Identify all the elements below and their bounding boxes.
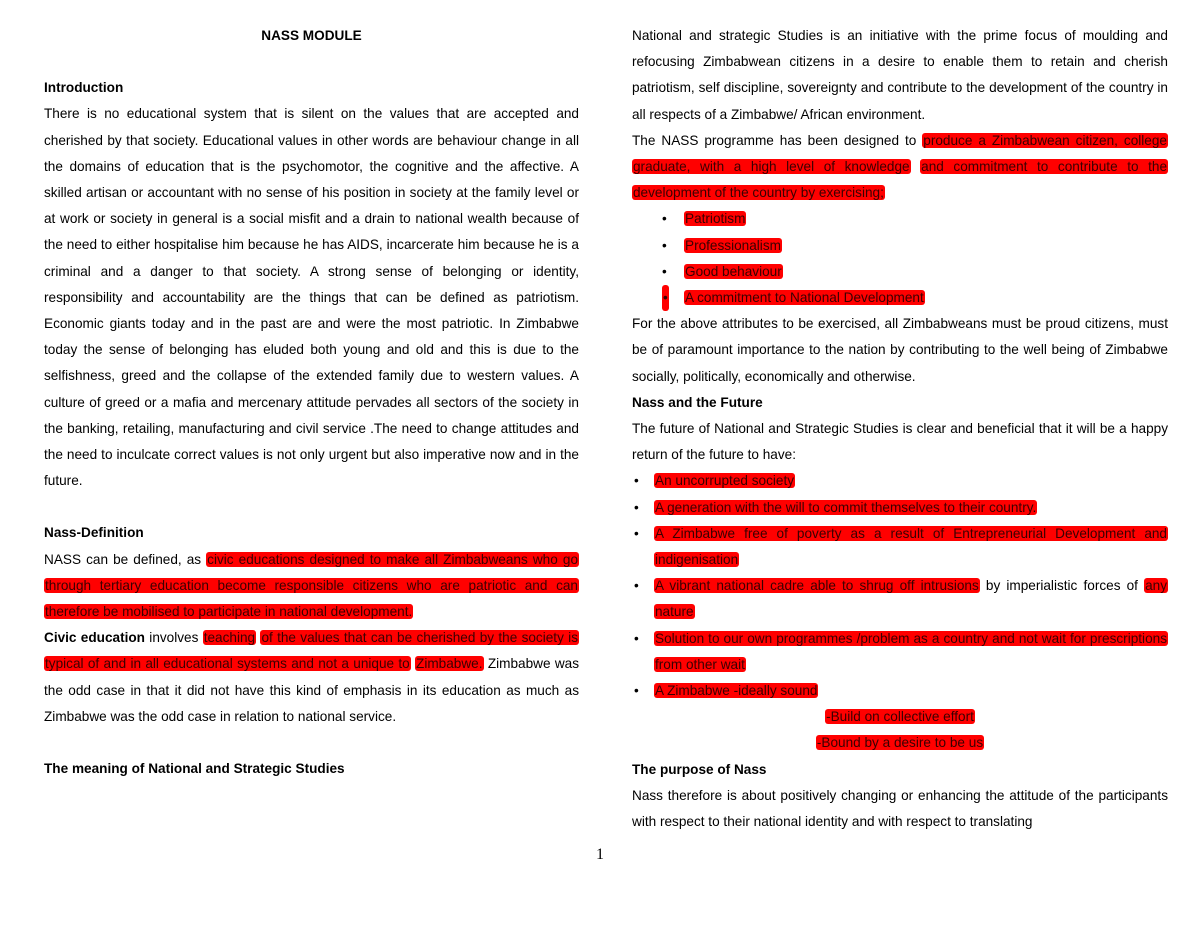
introduction-paragraph: There is no educational system that is silent on the values that are accepted and cherished by that society. Educational values in other words are behaviour change in all the domains of education that is the psychomotor, the cognitive and the affective. A skilled artisan or accountant with no sense of his position in society at the family level or at work or society in general is a social misfit and a drain to national wealth because of the need to either hospitalise him because he has AIDS, incarcerate him because he is a criminal and a danger to that society. A strong sense of belonging or identity, responsibility and accountability are the things that can be defined as patriotism. Economic giants today and in the past are and were the most patriotic. In Zimbabwe today the sense of belonging has eluded both young and old and this is due to the selfishness, greed and the collapse of the extended family due to western values. A culture of greed or a mafia and mercenary attitude pervades all sectors of the society in the banking, retailing, manufacturing and civil service .The need to change attitudes and the need to inculcate correct values is not only urgent but also imperative now and in the future. — [44, 106, 579, 489]
sub-item-text: -Bound by a desire to be us — [816, 735, 984, 751]
bullet-dot-icon: • — [634, 525, 639, 541]
bullet-dot-icon: • — [662, 263, 667, 279]
definition-highlight: civic educations designed to make all Zimbabweans who go through tertiary education become responsible citizens who are patriotic and can therefore be mobilised to participate in national development. — [45, 551, 578, 620]
future-item-text: A Zimbabwe free of poverty as a result of Entrepreneurial Development and indigenisation — [655, 525, 1167, 568]
future-item-text: Solution to our own programmes /problem as a country and not wait for prescriptions from other wait — [655, 630, 1167, 672]
list-item — [632, 573, 1168, 625]
bullet-dot-icon: • — [634, 473, 639, 489]
bullet-dot-icon: • — [634, 578, 639, 594]
programme-highlight-commitment: and commitment to contribute to the development of the country by exercising; — [633, 159, 1167, 201]
bullet-dot-icon: • — [634, 630, 639, 646]
bullet-dot-icon: • — [662, 237, 667, 253]
definition-heading: Nass-Definition — [44, 525, 144, 541]
document-title: NASS MODULE — [261, 28, 362, 43]
future-list — [632, 468, 1168, 704]
sub-item — [632, 730, 1168, 756]
attributes-exercise-paragraph: For the above attributes to be exercised, all Zimbabweans must be proud citizens, must be of paramount importance to the nation by contributing to the well being of Zimbabwe socially, politically, economically and otherwise. — [632, 316, 1168, 384]
list-item — [632, 521, 1168, 573]
civic-highlight-zimbabwe: Zimbabwe. — [416, 656, 483, 672]
sub-item — [632, 704, 1168, 730]
attributes-list — [632, 206, 1168, 311]
civic-highlight-teaching: teaching — [203, 630, 256, 646]
list-item — [632, 285, 1168, 311]
civic-education-label: Civic education — [44, 630, 145, 646]
future-paragraph: The future of National and Strategic Studies is clear and beneficial that it will be a happy return of the future to have: — [632, 421, 1168, 463]
attribute-text: Patriotism — [685, 211, 746, 227]
purpose-paragraph: Nass therefore is about positively changing or enhancing the attitude of the participants with respect to their national identity and with respect to translating — [632, 787, 1168, 830]
list-item — [632, 678, 1168, 704]
list-item — [632, 468, 1168, 494]
bullet-dot-icon: • — [662, 285, 669, 311]
definition-prefix: NASS can be defined, as — [44, 551, 207, 567]
programme-prefix: The NASS programme has been designed to — [632, 132, 923, 148]
introduction-heading: Introduction — [44, 80, 124, 96]
civic-highlight-values: of the values that can be cherished by the society is typical of and in all educational systems and not a unique to — [45, 630, 579, 672]
future-item-text-2: any nature — [655, 578, 1167, 620]
future-item-text: A Zimbabwe -ideally sound — [655, 683, 818, 699]
page-number: 1 — [596, 846, 604, 863]
purpose-heading: The purpose of Nass — [632, 761, 767, 777]
bullet-dot-icon: • — [634, 499, 639, 515]
list-item — [632, 233, 1168, 259]
attribute-text: Professionalism — [685, 237, 781, 253]
civic-education-paragraph — [44, 625, 579, 730]
meaning-heading: The meaning of National and Strategic Studies — [44, 761, 345, 777]
definition-paragraph — [44, 547, 579, 626]
sub-item-text: -Build on collective effort — [826, 709, 974, 725]
future-item-text: An uncorrupted society — [655, 473, 795, 489]
list-item — [632, 206, 1168, 232]
future-item-text: A generation with the will to commit themselves to their country. — [655, 499, 1037, 515]
civic-involves: involves — [145, 630, 203, 646]
list-item — [632, 626, 1168, 678]
future-item-text: A vibrant national cadre able to shrug off intrusions — [655, 578, 979, 594]
list-item — [632, 495, 1168, 521]
future-heading: Nass and the Future — [632, 394, 763, 410]
bullet-dot-icon: • — [634, 683, 639, 699]
programme-highlight-citizen: produce a Zimbabwean citizen, college graduate, with a high level of knowledge — [633, 132, 1167, 175]
civic-rest: Zimbabwe was the odd case in that it did not have this kind of emphasis in its education as much as Zimbabwe was the odd case in relation to national service. — [44, 656, 579, 724]
bullet-dot-icon: • — [662, 211, 667, 227]
nass-initiative-paragraph: National and strategic Studies is an initiative with the prime focus of moulding and refocusing Zimbabwean citizens in a desire to enable them to retain and cherish patriotism, self discipline, sovereignty and contribute to the development of the country in all respects of a Zimbabwe/ African environment. — [632, 28, 1168, 122]
list-item — [632, 259, 1168, 285]
right-column — [632, 23, 1168, 835]
attribute-text: Good behaviour — [685, 263, 782, 279]
attribute-text: A commitment to National Development — [685, 290, 924, 306]
left-column — [44, 23, 579, 782]
future-item-rest: by imperialistic forces of — [979, 578, 1145, 594]
nass-programme-paragraph — [632, 128, 1168, 207]
